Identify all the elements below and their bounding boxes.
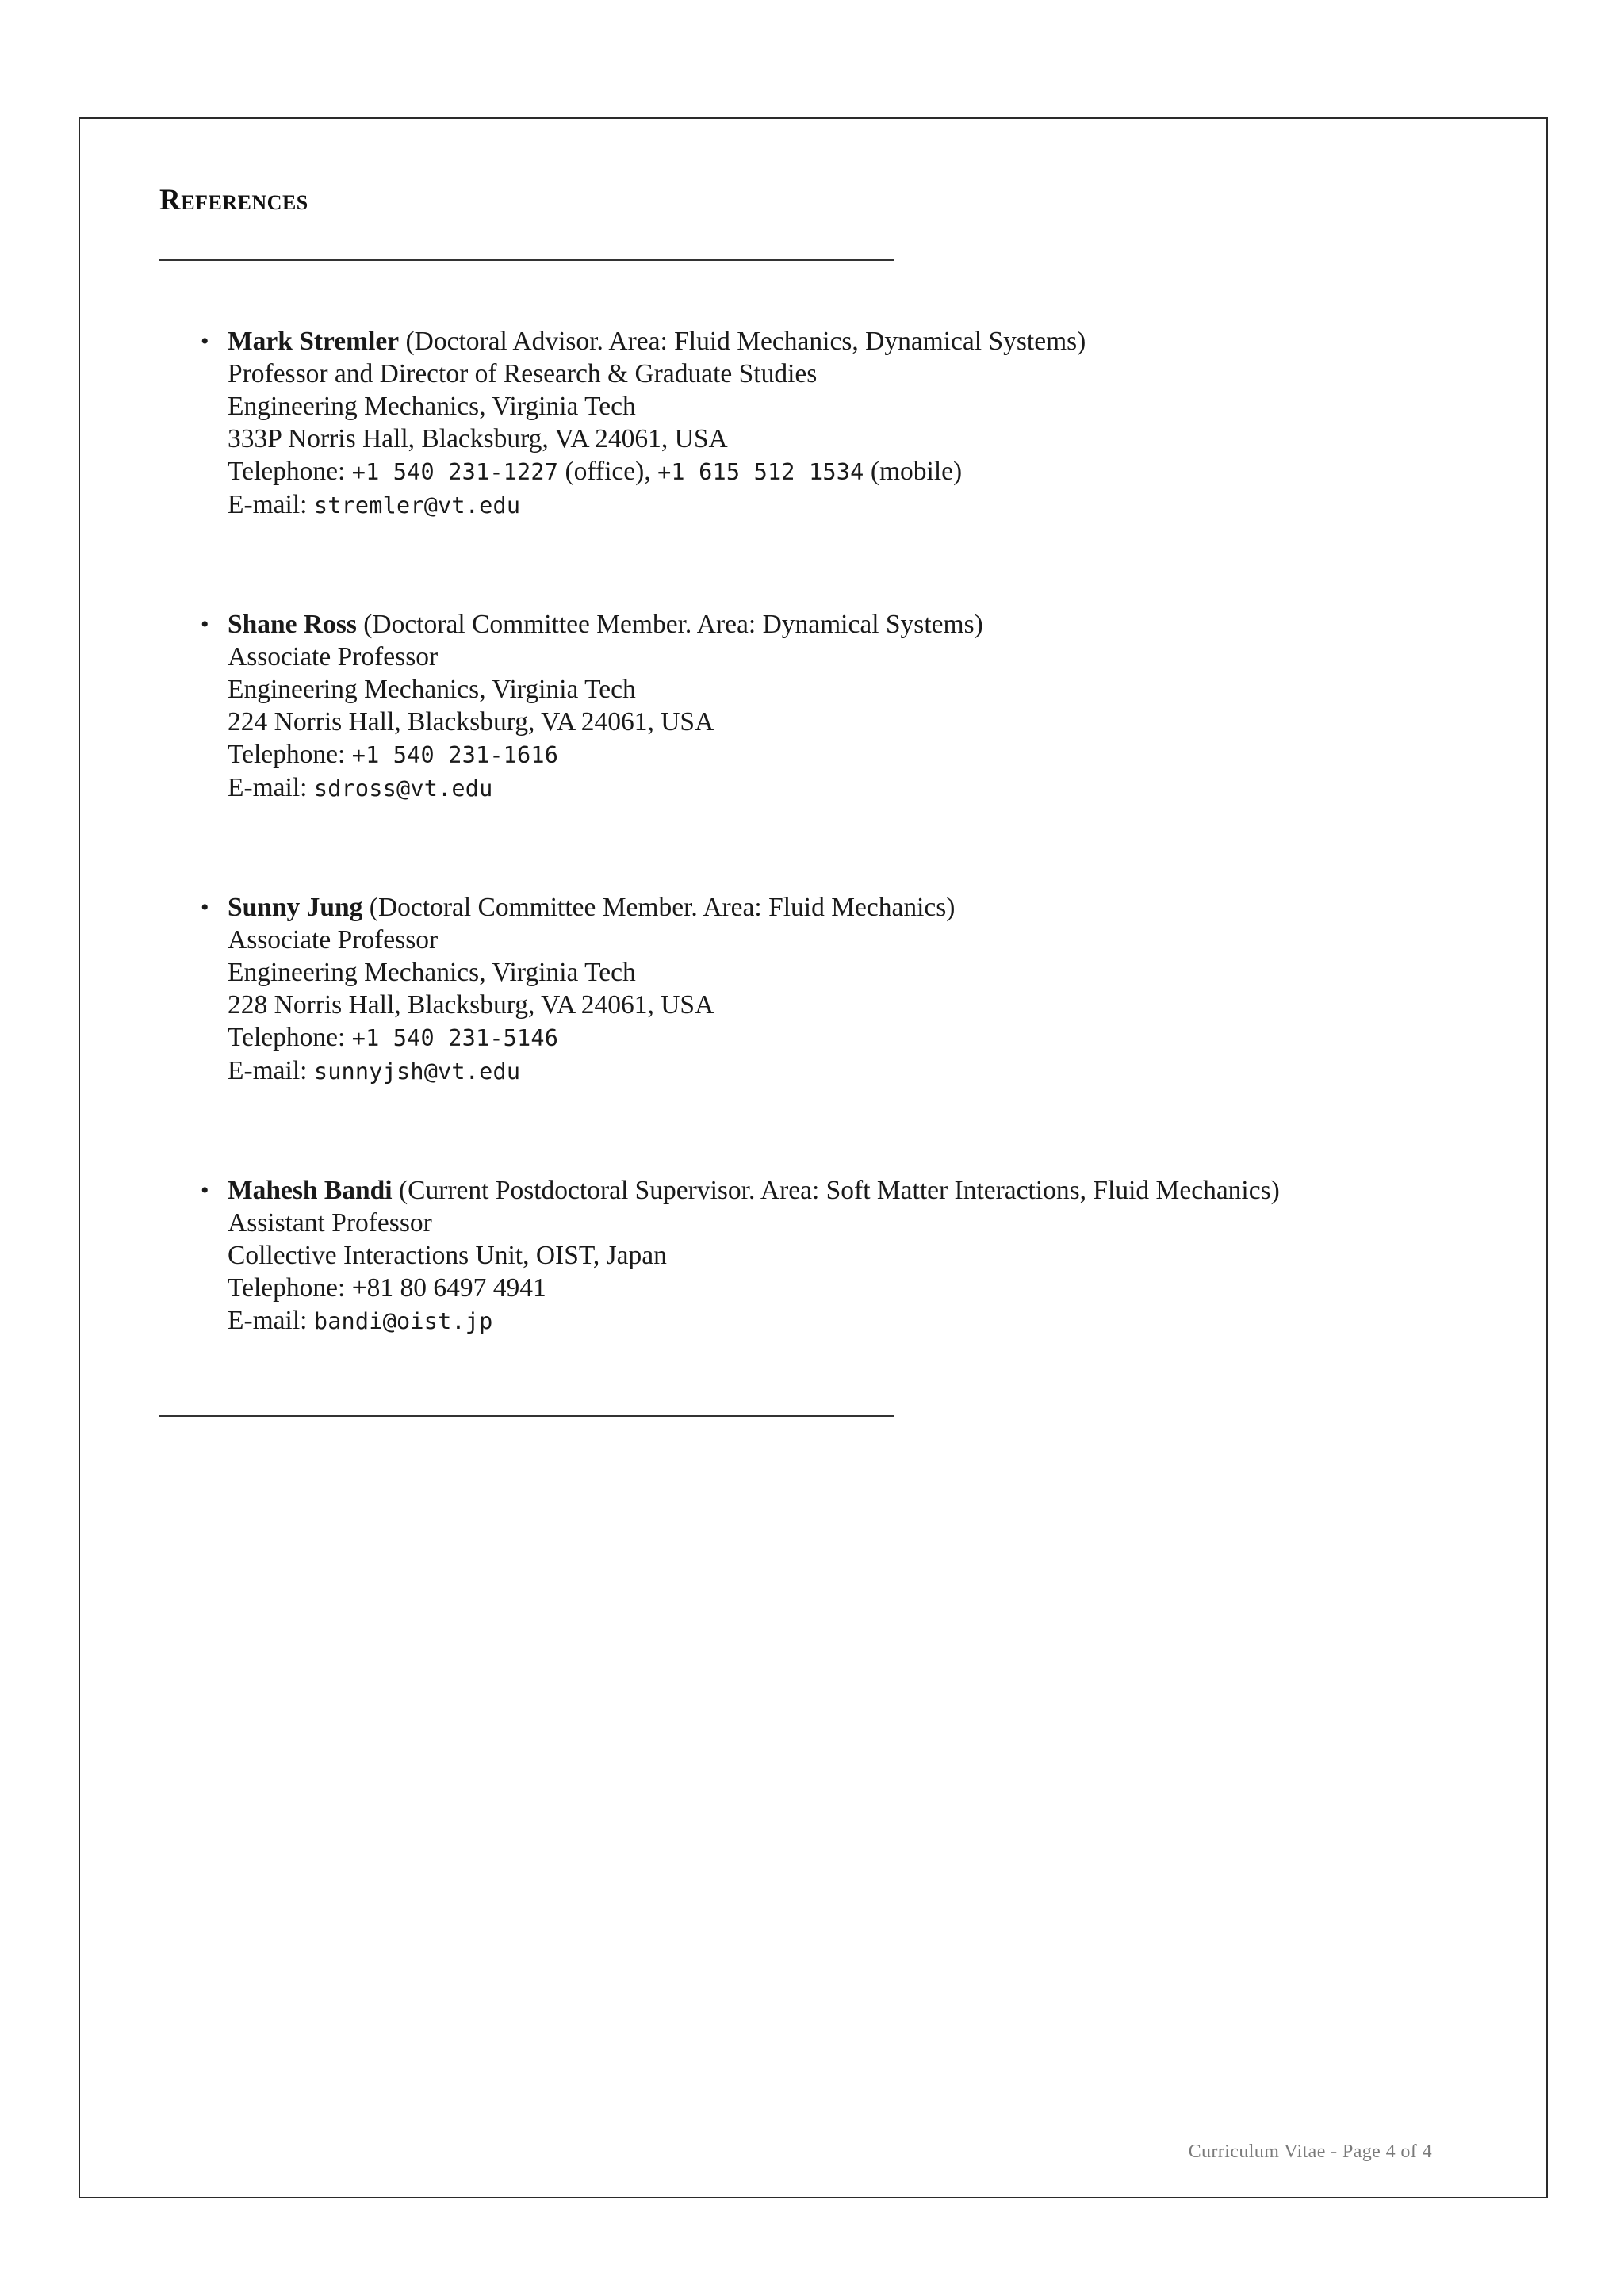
reference-item <box>201 891 1512 1088</box>
reference-address: 333P Norris Hall, Blacksburg, VA 24061, USA <box>228 424 728 453</box>
reference-heading-line <box>228 325 1512 358</box>
reference-telephone-line <box>228 1021 1512 1054</box>
reference-email-line <box>228 771 1512 805</box>
bullet-icon: • <box>201 611 209 637</box>
section-title: References <box>159 184 308 216</box>
telephone-label: Telephone: <box>228 1023 346 1052</box>
reference-telephone-line <box>228 1272 1512 1304</box>
page-footer: Curriculum Vitae - Page 4 of 4 <box>1188 2141 1432 2162</box>
reference-telephone-line <box>228 455 1512 488</box>
telephone-number[interactable]: +81 80 6497 4941 <box>351 1273 546 1303</box>
reference-position: Assistant Professor <box>228 1208 432 1238</box>
reference-name: Shane Ross <box>228 610 357 639</box>
reference-heading-line <box>228 1174 1512 1207</box>
reference-role-note: (Doctoral Committee Member. Area: Fluid Mechanics) <box>369 893 956 922</box>
reference-item <box>201 1174 1512 1337</box>
reference-heading-line <box>228 891 1512 924</box>
reference-position: Associate Professor <box>228 925 439 955</box>
telephone-office[interactable]: +1 540 231-1227 <box>351 459 559 485</box>
email-label: E-mail: <box>228 490 308 519</box>
telephone-label: Telephone: <box>228 1273 346 1303</box>
telephone-mobile[interactable]: +1 615 512 1534 <box>657 459 864 485</box>
telephone-office-note: (office), <box>565 457 651 486</box>
reference-role-note: (Current Postdoctoral Supervisor. Area: Soft Matter Interactions, Fluid Mechanics) <box>398 1176 1280 1205</box>
reference-item <box>201 608 1512 805</box>
email-link[interactable]: sunnyjsh@vt.edu <box>313 1058 521 1085</box>
reference-position: Associate Professor <box>228 642 439 672</box>
email-label: E-mail: <box>228 1306 308 1335</box>
email-link[interactable]: sdross@vt.edu <box>313 775 493 802</box>
reference-name: Mark Stremler <box>228 327 400 356</box>
reference-department: Engineering Mechanics, Virginia Tech <box>228 958 636 987</box>
email-link[interactable]: stremler@vt.edu <box>313 492 521 519</box>
reference-email-line <box>228 1054 1512 1088</box>
reference-position: Professor and Director of Research & Graduate Studies <box>228 359 818 388</box>
reference-item <box>201 325 1512 522</box>
reference-name: Sunny Jung <box>228 893 363 922</box>
telephone-number[interactable]: +1 540 231-1616 <box>351 742 559 768</box>
reference-address: 228 Norris Hall, Blacksburg, VA 24061, USA <box>228 990 714 1020</box>
reference-department: Engineering Mechanics, Virginia Tech <box>228 392 636 421</box>
reference-name: Mahesh Bandi <box>228 1176 393 1205</box>
reference-role-note: (Doctoral Committee Member. Area: Dynamical Systems) <box>363 610 983 639</box>
email-link[interactable]: bandi@oist.jp <box>313 1308 493 1334</box>
email-label: E-mail: <box>228 773 308 802</box>
reference-email-line <box>228 488 1512 522</box>
reference-department: Engineering Mechanics, Virginia Tech <box>228 675 636 704</box>
bullet-icon: • <box>201 328 209 354</box>
bullet-icon: • <box>201 1177 209 1203</box>
telephone-label: Telephone: <box>228 740 346 769</box>
telephone-number[interactable]: +1 540 231-5146 <box>351 1025 559 1051</box>
reference-telephone-line <box>228 738 1512 771</box>
section-divider-top <box>159 259 894 261</box>
section-divider-bottom <box>159 1415 894 1417</box>
bullet-icon: • <box>201 894 209 920</box>
reference-department: Collective Interactions Unit, OIST, Japan <box>228 1241 667 1270</box>
email-label: E-mail: <box>228 1056 308 1085</box>
telephone-label: Telephone: <box>228 457 346 486</box>
reference-heading-line <box>228 608 1512 641</box>
telephone-mobile-note: (mobile) <box>870 457 963 486</box>
reference-email-line <box>228 1304 1512 1337</box>
reference-role-note: (Doctoral Advisor. Area: Fluid Mechanics, Dynamical Systems) <box>405 327 1086 356</box>
reference-address: 224 Norris Hall, Blacksburg, VA 24061, USA <box>228 707 714 737</box>
